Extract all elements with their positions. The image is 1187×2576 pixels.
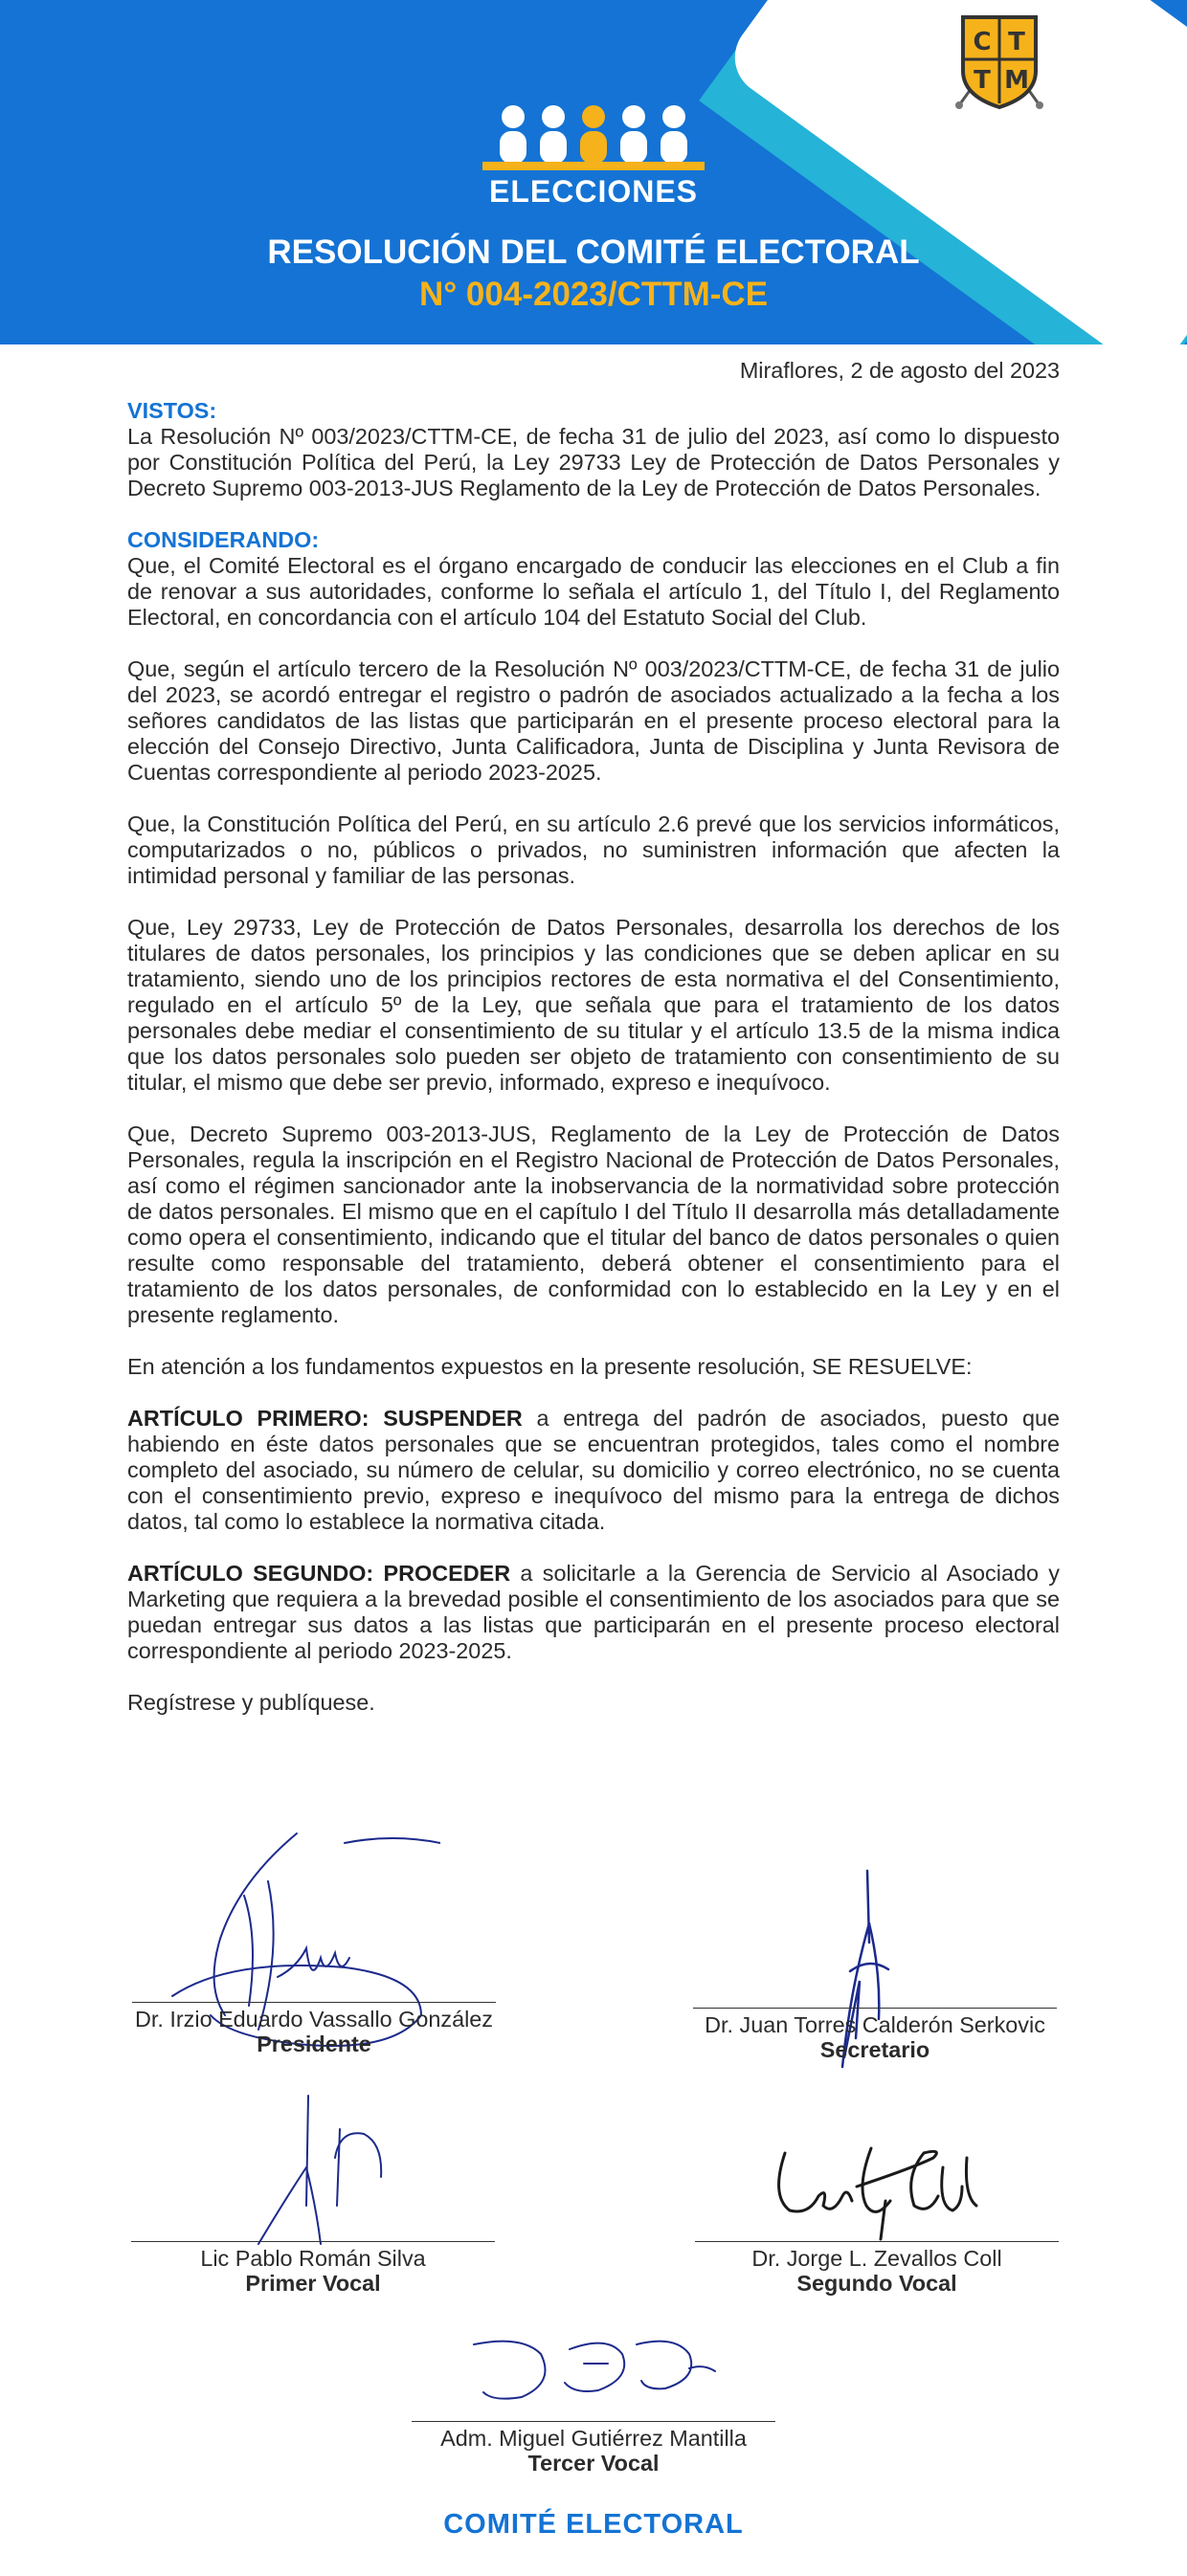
svg-text:C: C	[973, 28, 992, 56]
elections-label: ELECCIONES	[488, 174, 699, 209]
considerando-paragraph-4: Que, Ley 29733, Ley de Protección de Datos Personales, desarrolla los derechos de los titulares de datos personales, los principios y las condiciones que se deben aplicar en su tratamiento, siendo uno de los principios rectores de esta normativa el del Consentimiento, regulado en el artículo 5º de la Ley, que señala que para el tratamiento de los datos personales debe mediar el consentimiento de su titular y el artículo 13.5 de la misma indica que los datos personales solo pueden ser objeto de tratamiento con consentimiento de su titular, el mismo que debe ser previo, informado, expreso e inequívoco.	[127, 915, 1060, 1095]
signature-block-first-vocal	[131, 2241, 495, 2296]
signature-block-second-vocal	[695, 2241, 1059, 2296]
article-2-paragraph	[127, 1561, 1060, 1664]
resuelve-paragraph: En atención a los fundamentos expuestos en la presente resolución, SE RESUELVE:	[127, 1354, 973, 1379]
header-banner	[0, 0, 1187, 344]
signer-name: Adm. Miguel Gutiérrez Mantilla	[440, 2426, 747, 2451]
article-2-text: a solicitarle a la Gerencia de Servicio al Asociado y Marketing que requiera a la brevedad posible el consentimiento de los asociados para que se puedan entregar sus datos a las listas que participarán en el presente proceso electoral correspondiente al periodo 2023-2025.	[127, 1561, 1060, 1663]
signer-role: Tercer Vocal	[527, 2451, 660, 2476]
considerando-paragraph-5: Que, Decreto Supremo 003-2013-JUS, Reglamento de la Ley de Protección de Datos Personales, regula la inscripción en el Registro Nacional de Protección de Datos Personales, así como el régimen sancionador ante la inobservancia de la normatividad sobre protección de datos personales. El mismo que en el capítulo I del Título II desarrolla más detalladamente como opera el consentimiento, indicando que el titular del banco de datos personales o quien resulte como responsable del tratamiento, deberá obtener el consentimiento para el tratamiento de los datos personales, de conformidad con lo establecido en la Ley y en el presente reglamento.	[127, 1121, 1060, 1327]
considerando-heading: CONSIDERANDO:	[127, 527, 320, 552]
article-2-label: ARTÍCULO SEGUNDO: PROCEDER	[127, 1561, 511, 1586]
signature-line	[132, 2002, 496, 2003]
document-date: Miraflores, 2 de agosto del 2023	[739, 358, 1060, 383]
signer-name: Lic Pablo Román Silva	[200, 2246, 426, 2271]
article-1-paragraph	[127, 1406, 1060, 1535]
third-vocal-signature	[464, 2325, 723, 2411]
signature-block-third-vocal	[412, 2421, 775, 2476]
signer-name: Dr. Juan Torres Calderón Serkovic	[705, 2012, 1045, 2037]
svg-text:M: M	[1004, 66, 1029, 95]
signature-line	[131, 2241, 495, 2242]
signature-block-president	[132, 2002, 496, 2056]
svg-text:T: T	[1008, 28, 1025, 56]
article-1-label: ARTÍCULO PRIMERO: SUSPENDER	[127, 1406, 523, 1431]
vistos-heading: VISTOS:	[127, 398, 217, 423]
closing-line: Regístrese y publíquese.	[127, 1690, 375, 1715]
considerando-paragraph-1: Que, el Comité Electoral es el órgano encargado de conducir las elecciones en el Club a fin de renovar a sus autoridades, conforme lo señala el artículo 1, del Título I, del Reglamento Electoral, en concordancia con el artículo 104 del Estatuto Social del Club.	[127, 553, 1060, 630]
considerando-paragraph-2: Que, según el artículo tercero de la Resolución Nº 003/2023/CTTM-CE, de fecha 31 de julio del 2023, se acordó entregar el registro o padrón de asociados actualizado a la fecha a los señores candidatos de las listas que participarán en el presente proceso electoral para la elección del Consejo Directivo, Junta Calificadora, Junta de Disciplina y Junta Revisora de Cuentas correspondiente al periodo 2023-2025.	[127, 656, 1060, 785]
signer-name: Dr. Irzio Eduardo Vassallo González	[135, 2007, 493, 2032]
resolution-title: RESOLUCIÓN DEL COMITÉ ELECTORAL	[267, 233, 920, 271]
club-shield-logo	[953, 11, 1045, 111]
resolution-number: N° 004-2023/CTTM-CE	[418, 276, 769, 313]
signer-role: Presidente	[257, 2032, 371, 2056]
signature-line	[695, 2241, 1059, 2242]
first-vocal-signature	[239, 2091, 402, 2254]
signer-role: Primer Vocal	[245, 2271, 381, 2296]
second-vocal-signature	[761, 2129, 991, 2254]
footer-committee-title: COMITÉ ELECTORAL	[443, 2509, 744, 2540]
signer-role: Segundo Vocal	[796, 2271, 957, 2296]
considerando-paragraph-3: Que, la Constitución Política del Perú, en su artículo 2.6 prevé que los servicios informáticos, computarizados o no, públicos o privados, no suministren información que afecten la intimidad personal y familiar de las personas.	[127, 811, 1060, 888]
signature-block-secretary	[693, 2008, 1057, 2062]
article-1-text: a entrega del padrón de asociados, puesto que habiendo en éste datos personales que se encuentran protegidos, tales como el nombre completo del asociado, su número de celular, su domicilio y correo electrónico, no se cuenta con el consentimiento previo, expreso e inequívoco del mismo para la entrega de dichos datos, tal como lo establece la normativa citada.	[127, 1406, 1060, 1534]
signer-name: Dr. Jorge L. Zevallos Coll	[751, 2246, 1002, 2271]
voters-icon	[481, 101, 706, 178]
resolution-body	[127, 358, 1060, 1742]
vistos-paragraph: La Resolución Nº 003/2023/CTTM-CE, de fecha 31 de julio del 2023, así como lo dispuesto por Constitución Política del Perú, la Ley 29733 Ley de Protección de Datos Personales y Decreto Supremo 003-2013-JUS Reglamento de la Ley de Protección de Datos Personales.	[127, 424, 1060, 500]
signature-line	[693, 2008, 1057, 2009]
signature-line	[412, 2421, 775, 2422]
signer-role: Secretario	[819, 2037, 930, 2062]
svg-text:T: T	[974, 66, 991, 95]
